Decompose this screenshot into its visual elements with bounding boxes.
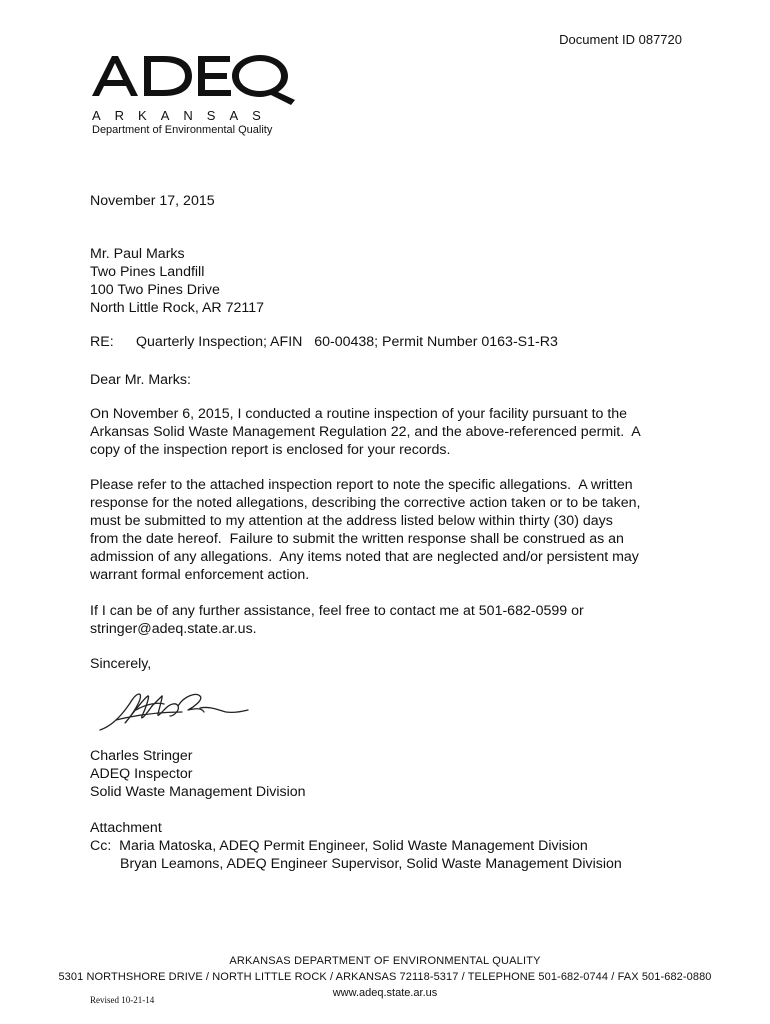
footer-website: www.adeq.state.ar.us — [332, 987, 438, 999]
paragraph-line: response for the noted allegations, describing the corrective action taken or to be taken, — [90, 495, 641, 511]
recipient-name: Mr. Paul Marks — [90, 246, 185, 262]
signer-block — [90, 747, 690, 801]
cc-line: Cc: Maria Matoska, ADEQ Permit Engineer, Solid Waste Management Division — [90, 838, 588, 854]
subject-text: Quarterly Inspection; AFIN 60-00438; Permit Number 0163-S1-R3 — [136, 334, 558, 350]
handwritten-signature — [92, 686, 252, 736]
signer-division: Solid Waste Management Division — [90, 784, 306, 800]
paragraph-contact — [90, 602, 690, 638]
closing: Sincerely, — [90, 656, 152, 672]
paragraph-line: Please refer to the attached inspection report to note the specific allegations. A written — [90, 477, 633, 493]
revision-note: Revised 10-21-14 — [90, 995, 155, 1005]
adeq-wordmark-graphic — [90, 50, 305, 106]
paragraph-line: copy of the inspection report is enclosed for your records. — [90, 442, 451, 458]
signer-name: Charles Stringer — [90, 748, 193, 764]
paragraph-line: from the date hereof. Failure to submit the written response shall be construed as an — [90, 531, 624, 547]
footer-address: 5301 NORTHSHORE DRIVE / NORTH LITTLE ROCK / ARKANSAS 72118-5317 / TELEPHONE 501-682-0744 / FAX 501-682-0880 — [58, 971, 712, 983]
recipient-organization: Two Pines Landfill — [90, 264, 205, 280]
recipient-city-state-zip: North Little Rock, AR 72117 — [90, 300, 265, 316]
paragraph-line: If I can be of any further assistance, feel free to contact me at 501-682-0599 or — [90, 603, 584, 619]
paragraph-line: On November 6, 2015, I conducted a routine inspection of your facility pursuant to the — [90, 406, 628, 422]
letter-date: November 17, 2015 — [90, 193, 215, 209]
paragraph-inspection — [90, 405, 690, 459]
recipient-address — [90, 245, 690, 317]
subject-label: RE: — [90, 334, 114, 350]
footer-agency: ARKANSAS DEPARTMENT OF ENVIRONMENTAL QUALITY — [229, 955, 541, 967]
signer-title: ADEQ Inspector — [90, 766, 193, 782]
attachment-label: Attachment — [90, 820, 162, 836]
attachment-cc-block — [90, 819, 690, 873]
paragraph-line: Arkansas Solid Waste Management Regulation 22, and the above-referenced permit. A — [90, 424, 641, 440]
document-id: Document ID 087720 — [559, 32, 682, 47]
paragraph-line: warrant formal enforcement action. — [90, 567, 310, 583]
subject-line — [90, 333, 690, 351]
paragraph-line: admission of any allegations. Any items noted that are neglected and/or persistent may — [90, 549, 639, 565]
logo-department-text: Department of Environmental Quality — [92, 124, 273, 136]
logo-state-text: ARKANSAS — [92, 108, 275, 123]
salutation: Dear Mr. Marks: — [90, 372, 191, 388]
paragraph-line: must be submitted to my attention at the address listed below within thirty (30) days — [90, 513, 613, 529]
paragraph-allegations — [90, 476, 690, 584]
cc-line: Bryan Leamons, ADEQ Engineer Supervisor, Solid Waste Management Division — [120, 856, 622, 872]
email-link: stringer@adeq.state.ar.us. — [90, 621, 257, 637]
recipient-street: 100 Two Pines Drive — [90, 282, 220, 298]
